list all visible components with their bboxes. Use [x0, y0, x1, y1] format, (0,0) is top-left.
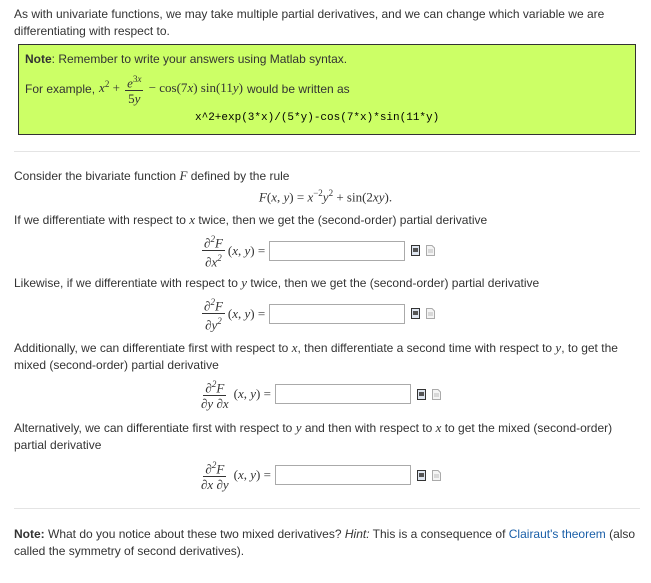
note-text: : Remember to write your answers using Matlab syntax.	[51, 52, 348, 66]
help-icon[interactable]	[426, 308, 435, 319]
preview-icon[interactable]	[411, 245, 420, 256]
question-yy-text: Likewise, if we differentiate with respect to y twice, then we get the (second-order) partial derivative	[14, 275, 540, 290]
function-definition: F(x, $y) = x^{-2}y^2 + \sin(2xy)$.	[258, 188, 393, 205]
example-formula: $x^2$ + $\frac{e^{3x}}{5y}$ − cos(7x) sin(11y)	[99, 74, 243, 107]
note-box	[18, 44, 636, 135]
function-intro: Consider the bivariate function F defined by the rule	[14, 168, 290, 183]
example-line	[25, 72, 350, 106]
clairaut-theorem-link[interactable]: Clairaut's theorem	[508, 527, 606, 541]
help-icon[interactable]	[432, 470, 441, 481]
derivative-yy-row: $\frac{\partial^2F}{\partial y^2}$ (x, y) =	[200, 295, 435, 333]
derivative-xy-row: $\frac{\partial^2F}{\partial x \partial y}$ (x, y) =	[197, 458, 441, 492]
help-icon[interactable]	[432, 389, 441, 400]
footer-note-label: Note:	[14, 527, 45, 541]
question-xx-text: If we differentiate with respect to x twice, then we get the (second-order) partial derivative	[14, 212, 488, 227]
answer-input-yx[interactable]	[275, 384, 411, 404]
note-line	[25, 52, 347, 66]
divider	[14, 508, 640, 509]
help-icon[interactable]	[426, 245, 435, 256]
derivative-yx-label: $\frac{\partial^2F}{\partial y \partial x}$	[201, 379, 229, 412]
preview-icon[interactable]	[417, 470, 426, 481]
example-code: x^2+exp(3*x)/(5*y)-cos(7*x)*sin(11*y)	[195, 112, 440, 124]
answer-input-xx[interactable]	[269, 241, 405, 261]
example-prefix: For example,	[25, 82, 96, 97]
derivative-xx-row: $\frac{\partial^2F}{\partial x^2}$ (x, y) =	[200, 232, 435, 270]
example-fraction: $\frac{e^{3x}}{5y}$	[127, 74, 142, 107]
answer-input-xy[interactable]	[275, 465, 411, 485]
question-yx-text: Additionally, we can differentiate first with respect to x, then differentiate a second time with respect to y, to get the mixed (second-order) partial derivative	[14, 340, 618, 372]
derivative-xx-label: $\frac{\partial^2F}{\partial x^2}$	[204, 234, 223, 270]
divider	[14, 151, 640, 152]
intro-text: As with univariate functions, we may take multiple partial derivatives, and we can change which variable we are differentiating with respect to.	[14, 7, 605, 38]
preview-icon[interactable]	[411, 308, 420, 319]
function-name: F	[179, 168, 188, 183]
derivative-xy-label: $\frac{\partial^2F}{\partial x \partial y}$	[201, 460, 229, 493]
derivative-yx-row: $\frac{\partial^2F}{\partial y \partial x}$ (x, y) =	[197, 377, 441, 411]
example-suffix: would be written as	[246, 82, 350, 97]
answer-input-yy[interactable]	[269, 304, 405, 324]
note-label: Note	[25, 52, 52, 66]
preview-icon[interactable]	[417, 389, 426, 400]
question-xy-text: Alternatively, we can differentiate first with respect to y and then with respect to x to get the mixed (second-order) partial derivative	[14, 420, 613, 452]
derivative-yy-label: $\frac{\partial^2F}{\partial y^2}$	[204, 297, 223, 333]
footer-note: Note: What do you notice about these two mixed derivatives? Hint: This is a consequence of Clairaut's theorem (also called the symmetry of second derivatives).	[14, 527, 636, 558]
hint-label: Hint:	[344, 527, 370, 541]
